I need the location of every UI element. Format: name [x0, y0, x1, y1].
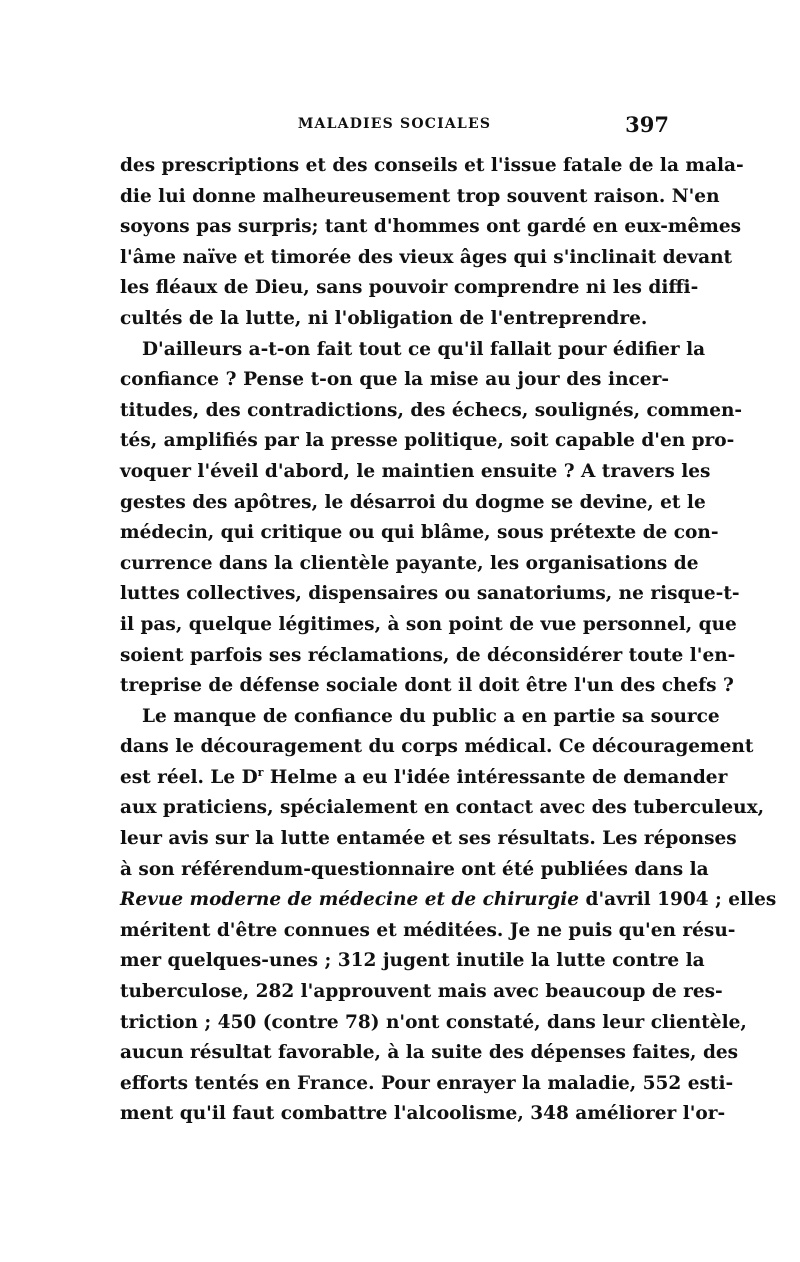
text-line: treprise de défense sociale dont il doit être l'un des chefs ?: [120, 675, 734, 697]
text-line: méritent d'être connues et méditées. Je ne puis qu'en résu-: [120, 919, 736, 941]
text-line: l'âme naïve et timorée des vieux âges qui s'inclinait devant: [120, 246, 733, 268]
page-number: 397: [625, 112, 669, 137]
text-line: luttes collectives, dispensaires ou sanatoriums, ne risque-t-: [120, 583, 740, 605]
text-line-with-superscript: [120, 763, 728, 794]
text-line: die lui donne malheureusement trop souvent raison. N'en: [120, 185, 720, 207]
body-text: [120, 151, 777, 1130]
text-line: il pas, quelque légitimes, à son point de vue personnel, que: [120, 613, 737, 635]
text-line: triction ; 450 (contre 78) n'ont constaté, dans leur clientèle,: [120, 1011, 747, 1033]
text-line: D'ailleurs a-t-on fait tout ce qu'il fallait pour édifier la: [142, 338, 706, 360]
text-line: confiance ? Pense t-on que la mise au jour des incer-: [120, 369, 669, 391]
text-line: aux praticiens, spécialement en contact avec des tuberculeux,: [120, 797, 765, 819]
text-line: soyons pas surpris; tant d'hommes ont gardé en eux-mêmes: [120, 216, 742, 238]
text-line: ment qu'il faut combattre l'alcoolisme, 348 améliorer l'or-: [120, 1103, 726, 1125]
text-line: Le manque de confiance du public a en partie sa source: [142, 705, 720, 727]
text-line: efforts tentés en France. Pour enrayer la maladie, 552 esti-: [120, 1072, 734, 1094]
running-head: [120, 112, 669, 142]
text-line: titudes, des contradictions, des échecs, soulignés, commen-: [120, 399, 743, 421]
text-line: à son référendum-questionnaire ont été publiées dans la: [120, 858, 709, 880]
text-line: currence dans la clientèle payante, les organisations de: [120, 552, 699, 574]
text-line: voquer l'éveil d'abord, le maintien ensuite ? A travers les: [120, 460, 711, 482]
text-line: médecin, qui critique ou qui blâme, sous prétexte de con-: [120, 522, 719, 544]
text-line: tuberculose, 282 l'approuvent mais avec beaucoup de res-: [120, 981, 723, 1003]
text-line: mer quelques-unes ; 312 jugent inutile la lutte contre la: [120, 950, 705, 972]
text-line: dans le découragement du corps médical. Ce découragement: [120, 736, 754, 758]
text-fragment: Helme a eu l'idée intéressante de demander: [263, 766, 728, 788]
text-line: soient parfois ses réclamations, de déconsidérer toute l'en-: [120, 644, 736, 666]
text-line: des prescriptions et des conseils et l'issue fatale de la mala-: [120, 155, 744, 176]
journal-title: Revue moderne de médecine et de chirurgie: [120, 889, 580, 911]
superscript: r: [257, 765, 264, 779]
text-line: leur avis sur la lutte entamée et ses résultats. Les réponses: [120, 828, 737, 850]
text-line: cultés de la lutte, ni l'obligation de l'entreprendre.: [120, 307, 648, 329]
text-fragment: est réel. Le D: [120, 766, 258, 788]
running-title: MALADIES SOCIALES: [297, 116, 492, 132]
text-line: gestes des apôtres, le désarroi du dogme se devine, et le: [120, 491, 706, 513]
text-fragment: d'avril 1904 ; elles: [579, 889, 777, 911]
text-line-with-italic: [120, 885, 777, 916]
text-line: tés, amplifiés par la presse politique, soit capable d'en pro-: [120, 430, 735, 452]
text-line: aucun résultat favorable, à la suite des dépenses faites, des: [120, 1042, 739, 1064]
text-line: les fléaux de Dieu, sans pouvoir comprendre ni les diffi-: [120, 277, 699, 299]
